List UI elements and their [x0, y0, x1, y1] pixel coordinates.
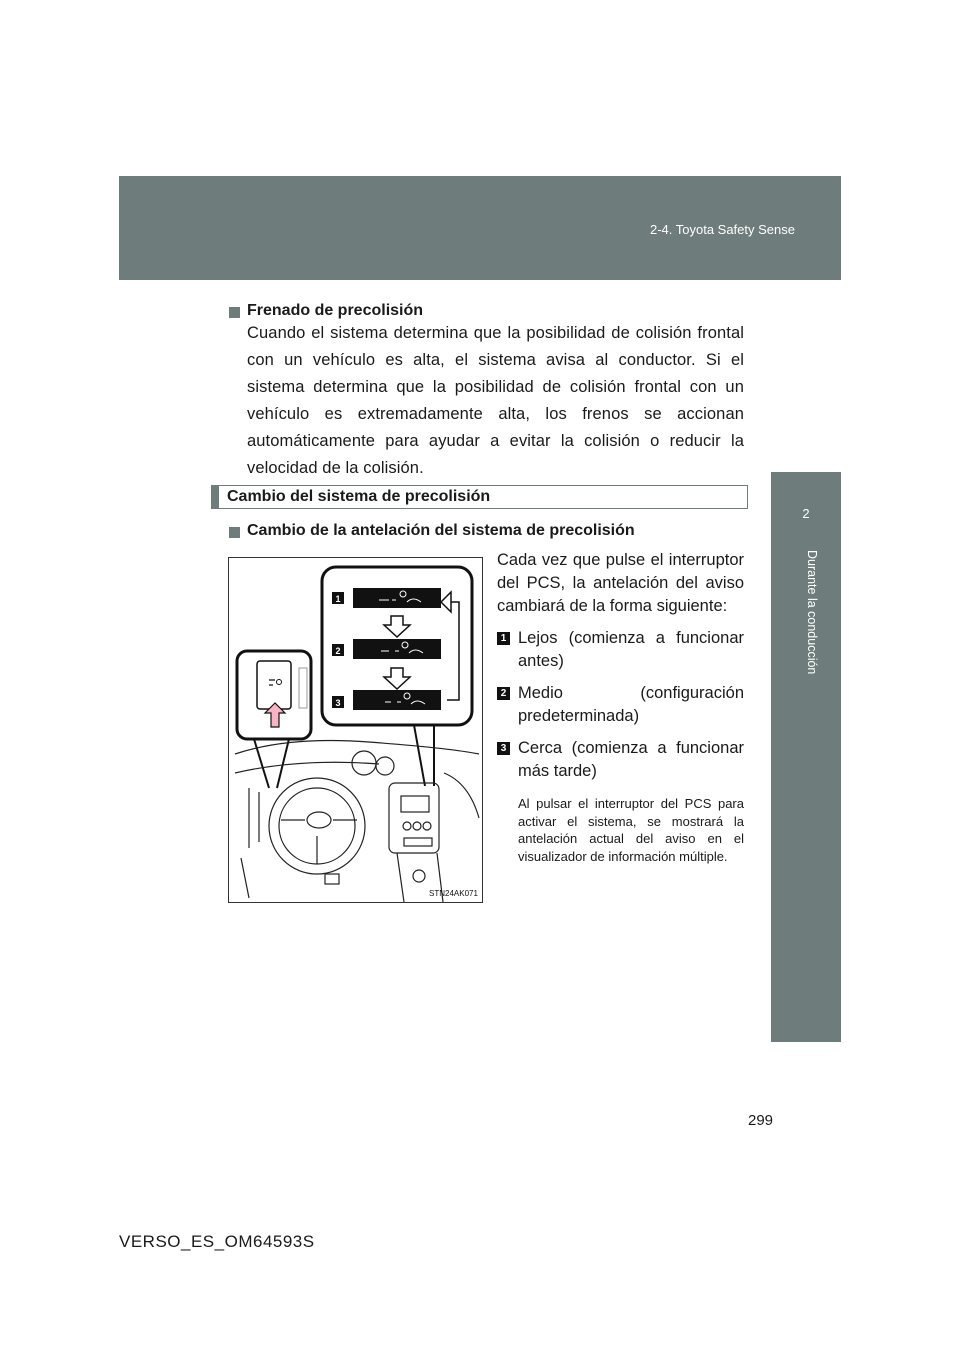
number-badge: 2 — [497, 687, 510, 700]
list-item — [497, 627, 744, 673]
item-text: Lejos (comienza a funcionar antes) — [518, 629, 744, 670]
paragraph-frenado: Cuando el sistema determina que la posibilidad de colisión frontal con un vehículo es alta, el sistema avisa al conductor. Si el sistema determina que la posibilidad de colisión frontal con un vehículo es extremadamente alta, los frenos se accionan automáticamente para ayudar a evitar la colisión o reducir la velocidad de la colisión. — [247, 324, 744, 477]
chapter-number: 2 — [802, 506, 810, 521]
right-column — [497, 549, 744, 865]
square-bullet-icon — [229, 527, 240, 538]
callout-label: 1 — [335, 594, 341, 604]
list-item — [497, 737, 744, 783]
header-band — [119, 176, 841, 280]
figure-code: STN24AK071 — [429, 889, 478, 898]
item-text: Medio (configuración predeterminada) — [518, 684, 744, 725]
dashboard-illustration — [229, 558, 482, 902]
number-badge: 3 — [497, 742, 510, 755]
document-code: VERSO_ES_OM64593S — [119, 1232, 315, 1251]
page-number: 299 — [748, 1112, 774, 1129]
callout-label: 2 — [335, 646, 341, 656]
chapter-title: Durante la conducción — [805, 550, 819, 675]
number-badge: 1 — [497, 632, 510, 645]
item-text: Cerca (comienza a funcionar más tarde) — [518, 739, 744, 780]
list-item — [497, 682, 744, 728]
section-accent — [212, 486, 219, 508]
section-title: 2-4. Toyota Safety Sense — [649, 222, 795, 237]
chapter-tab — [771, 472, 841, 1042]
square-bullet-icon — [229, 307, 240, 318]
callout-label: 3 — [335, 698, 341, 708]
intro-text: Cada vez que pulse el interruptor del PCS, la antelación del aviso cambiará de la forma siguiente: — [497, 551, 744, 615]
note-text: Al pulsar el interruptor del PCS para activar el sistema, se mostrará la antelación actual del aviso en el visualizador de información múltiple. — [518, 796, 744, 864]
pcs-illustration — [228, 557, 483, 903]
section-title-text: Cambio del sistema de precolisión — [227, 488, 491, 505]
section-heading-bar — [211, 485, 748, 509]
